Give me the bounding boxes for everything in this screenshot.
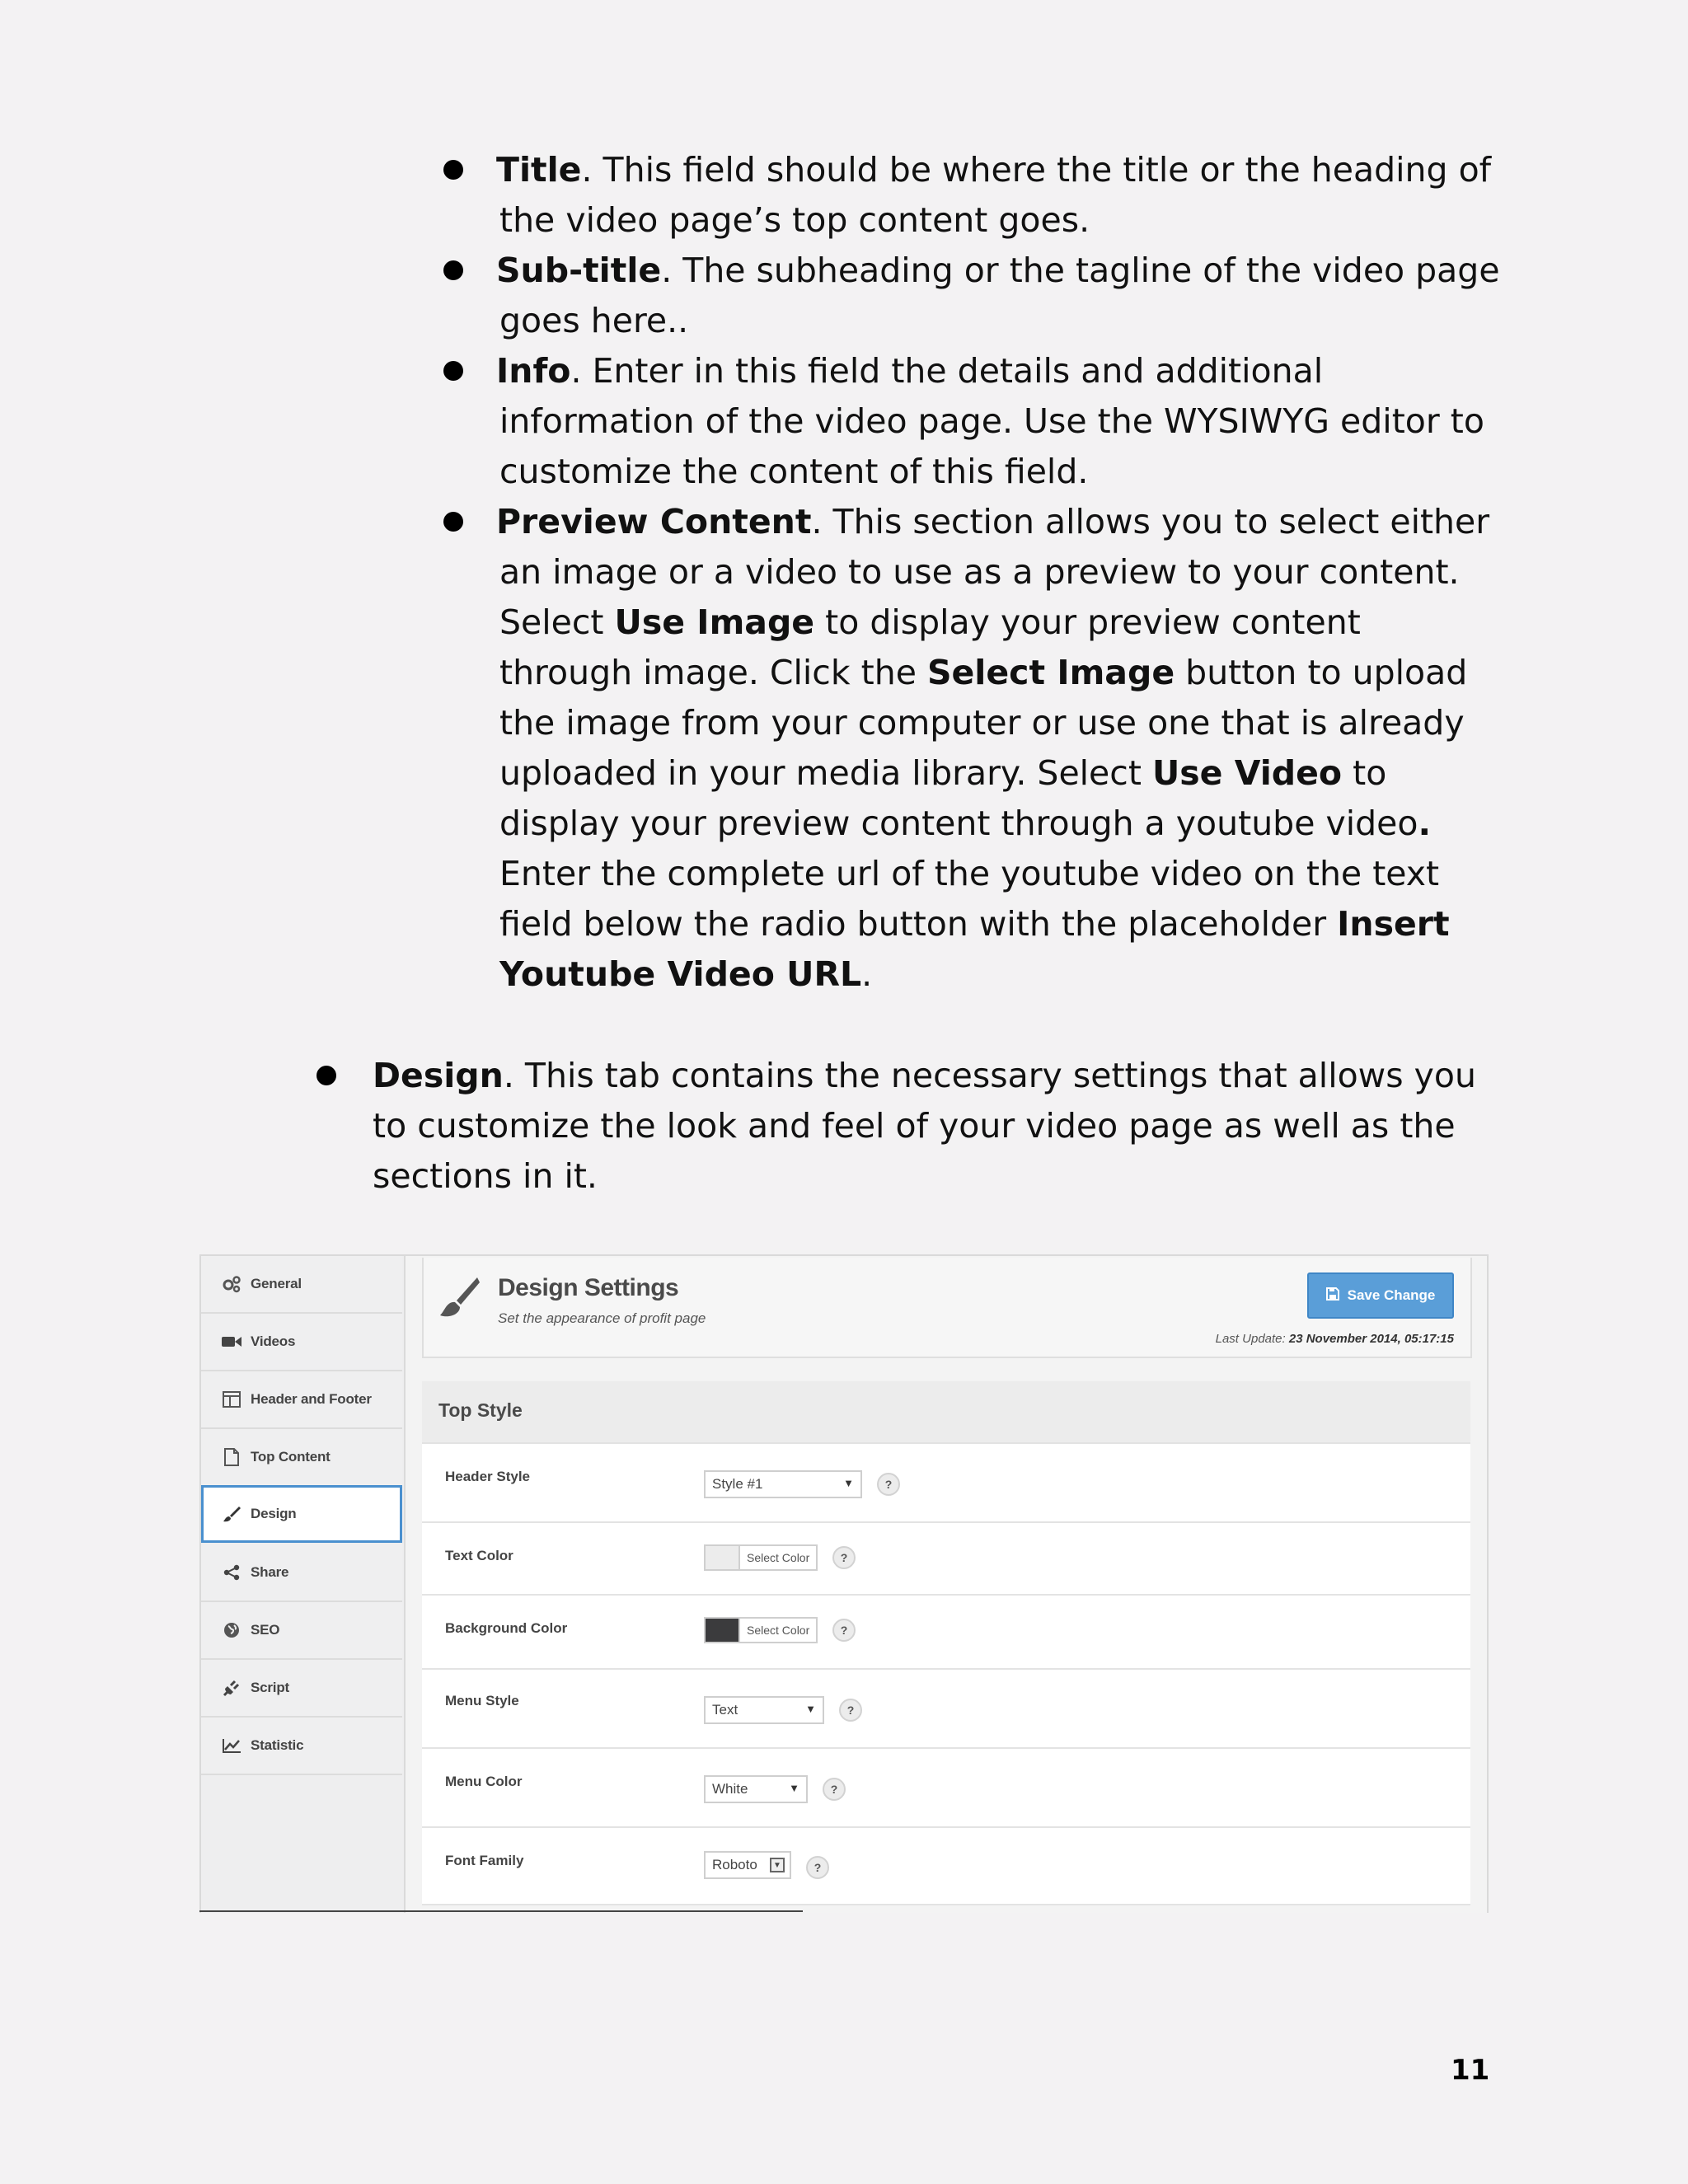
- bullet-dot: [443, 260, 463, 280]
- floppy-disk-icon: [1326, 1287, 1339, 1305]
- file-icon: [221, 1446, 242, 1468]
- last-update: Last Update: 23 November 2014, 05:17:15: [1215, 1332, 1454, 1346]
- color-swatch: [706, 1619, 740, 1642]
- field-text-color: Text Color Select Color ?: [422, 1523, 1470, 1596]
- list-item-subtitle: Sub-title. The subheading or the tagline of the video page goes here..: [496, 251, 1500, 340]
- globe-icon: [221, 1619, 242, 1641]
- bullet-dot: [443, 160, 463, 180]
- brush-icon: [438, 1276, 480, 1323]
- save-change-button[interactable]: Save Change: [1307, 1272, 1454, 1319]
- section-top-style: Top Style: [422, 1381, 1470, 1444]
- term-info: Info: [496, 351, 571, 391]
- field-menu-color: Menu Color White ▼ ?: [422, 1749, 1470, 1828]
- help-icon[interactable]: ?: [832, 1619, 856, 1642]
- brush-icon: [221, 1503, 242, 1525]
- gears-icon: [221, 1273, 242, 1295]
- screenshot-bottom-border: [199, 1910, 803, 1912]
- layout-icon: [221, 1389, 242, 1410]
- list-item-title: Title. This field should be where the title or the heading of the video page’s top content goes.: [496, 150, 1492, 240]
- video-camera-icon: [221, 1331, 242, 1352]
- sidebar-empty-area: [201, 1775, 402, 1913]
- design-settings-screenshot: [199, 1254, 1489, 1913]
- sidebar-item-statistic[interactable]: Statistic: [201, 1718, 402, 1775]
- line-chart-icon: [221, 1735, 242, 1756]
- menu-color-select[interactable]: White ▼: [704, 1775, 808, 1803]
- sidebar-item-general[interactable]: General: [201, 1256, 402, 1314]
- term-subtitle: Sub-title: [496, 251, 662, 290]
- term-title: Title: [496, 150, 582, 190]
- menu-style-select[interactable]: Text ▼: [704, 1696, 824, 1724]
- field-menu-style: Menu Style Text ▼ ?: [422, 1670, 1470, 1749]
- sidebar-item-share[interactable]: Share: [201, 1544, 402, 1602]
- page-subtitle: Set the appearance of profit page: [498, 1310, 706, 1326]
- sidebar-item-header-and-footer[interactable]: Header and Footer: [201, 1371, 402, 1429]
- list-item-design: Design. This tab contains the necessary settings that allows you to customize the look and feel of your video page as well as the sections in it.: [373, 1056, 1476, 1196]
- list-item-preview-content: Preview Content. This section allows you to select either an image or a video to use as a preview to your content. Select Use Image to display your preview content through image. Click the Select Image button to upload the image from your computer or use one that is already uploaded in your media library. Select Use Video to display your preview content through a youtube video. Enter the complete url of the youtube video on the text field below the radio button with the placeholder Insert Youtube Video URL.: [496, 502, 1490, 994]
- page-title: Design Settings: [498, 1274, 679, 1301]
- list-item-info: Info. Enter in this field the details and additional information of the video page. Use the WYSIWYG editor to customize the content of this field.: [496, 351, 1484, 491]
- sidebar-item-videos[interactable]: Videos: [201, 1314, 402, 1371]
- field-background-color: Background Color Select Color ?: [422, 1596, 1470, 1670]
- help-icon[interactable]: ?: [839, 1699, 862, 1722]
- share-icon: [221, 1562, 242, 1583]
- settings-sidebar: [201, 1256, 406, 1913]
- text-color-picker[interactable]: Select Color: [704, 1544, 818, 1571]
- bullet-dot: [443, 361, 463, 381]
- help-icon[interactable]: ?: [806, 1856, 829, 1879]
- dropdown-arrow-icon: ▼: [770, 1858, 785, 1872]
- sidebar-item-script[interactable]: Script: [201, 1660, 402, 1718]
- help-icon[interactable]: ?: [823, 1778, 846, 1801]
- sidebar-item-seo[interactable]: SEO: [201, 1602, 402, 1660]
- page-number: 11: [1451, 2054, 1490, 2087]
- font-family-select[interactable]: Roboto ▼: [704, 1851, 791, 1879]
- help-icon[interactable]: ?: [877, 1473, 900, 1496]
- help-icon[interactable]: ?: [832, 1546, 856, 1569]
- background-color-picker[interactable]: Select Color: [704, 1617, 818, 1643]
- field-header-style: Header Style Style #1 ▼ ?: [422, 1444, 1470, 1523]
- settings-header: [422, 1258, 1472, 1358]
- bullet-dot: [443, 512, 463, 532]
- sidebar-item-design[interactable]: Design: [201, 1485, 402, 1543]
- plug-icon: [221, 1677, 242, 1699]
- bullet-dot: [316, 1066, 336, 1085]
- header-style-select[interactable]: Style #1 ▼: [704, 1470, 862, 1498]
- field-font-family: Font Family Roboto ▼ ?: [422, 1828, 1470, 1905]
- color-swatch: [706, 1546, 740, 1569]
- settings-main-panel: [406, 1256, 1487, 1913]
- sidebar-item-top-content[interactable]: Top Content: [201, 1429, 402, 1487]
